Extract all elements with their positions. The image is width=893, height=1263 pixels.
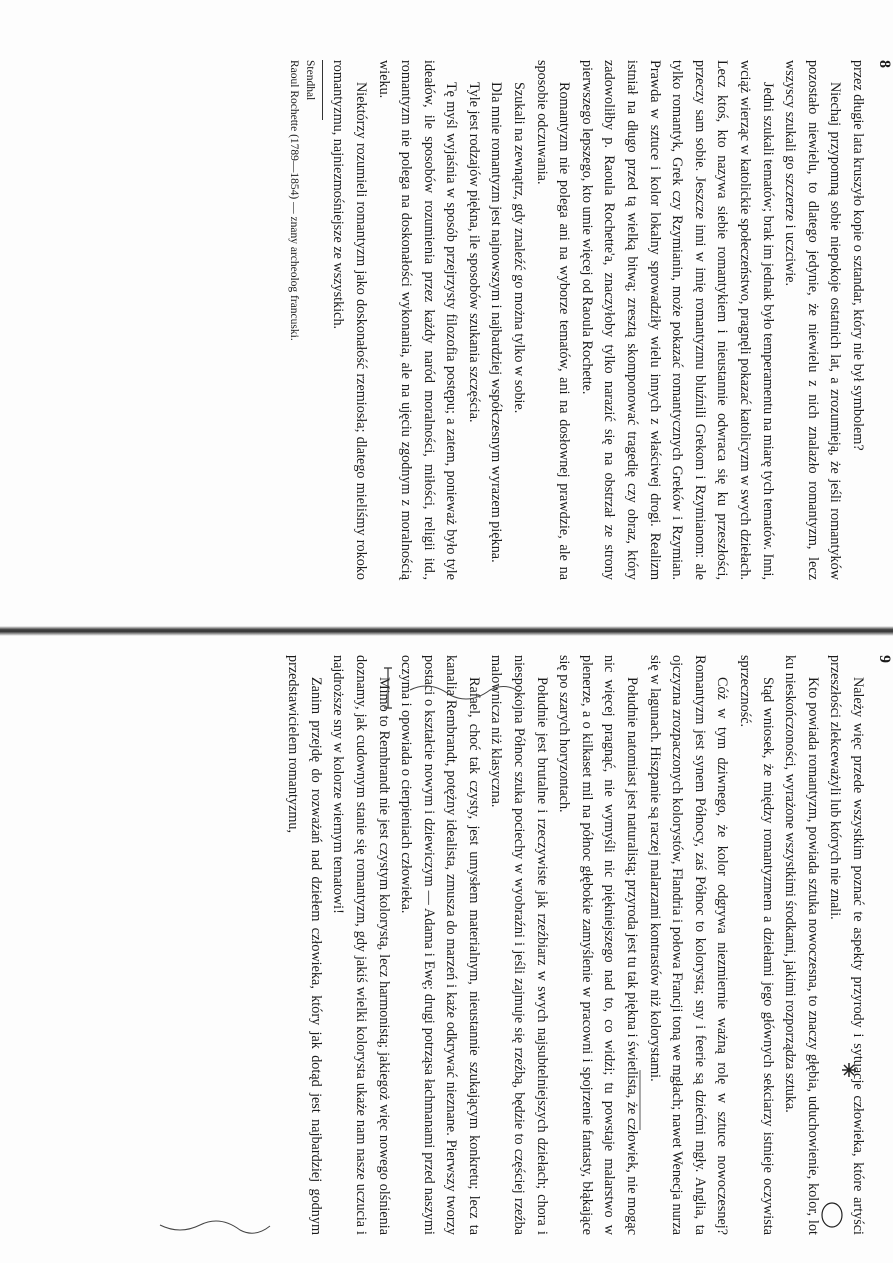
paragraph: Stąd wniosek, że między romantyzmem a dziełami jego głównych sekciarzy istnieje oczywista sprzeczność. bbox=[737, 655, 776, 1235]
paragraph: Dla mnie romantyzm jest najnowszym i najbardziej współczesnym wyrazem piękna. bbox=[488, 82, 505, 563]
signature-scribble bbox=[160, 1221, 270, 1233]
left-page bbox=[286, 60, 893, 580]
paragraph: Niektórzy rozumieli romantyzm jako doskonałość rzemiosła; dlatego mieliśmy rokoko romantyzmu, najniezmośniejsze ze wszystkich. bbox=[330, 60, 369, 580]
paragraph: Południe jest brutalne i rzeczywiste jak rzeźbiarz w swych najsubtelniejszych dziełach; chora i niespokojna Północ szuka pociechy w wyobraźni i jeśli zajmuje się rzeźbą, będzie to częściej rzeźba malownicza niż klasyczna. bbox=[488, 655, 550, 1235]
page-number-9: 9 bbox=[876, 655, 893, 663]
paragraph: Tyle jest rodzajów piękna, ile sposobów szukania szczęścia. bbox=[465, 82, 482, 423]
paragraph: przez długie lata kruszyło kopie o sztandar, który nie był symbolem? bbox=[850, 60, 866, 451]
page-number-8: 8 bbox=[876, 60, 893, 68]
paragraph: Romantyzm nie polega ani na wyborze tematów, ani na dosłownej prawdzie, ale na sposobie odczuwania. bbox=[533, 60, 573, 580]
paragraph: Kto powiada romantyzm, powiada sztuka nowoczesna, to znaczy głębia, uduchowienie, kolor, lot ku nieskończoności, wyrażone wszystkimi środkami, jakimi rozporządza sztuka. bbox=[782, 655, 821, 1235]
paragraph: Niechaj przypomną sobie niepokoje ostatnich lat, a zrozumieją, że jeśli romantyków pozostało niewielu, to dlatego jedynie, że niewielu z nich znalazło romantyzm, lecz wszyscy szukali go szczerze i uczciwie. bbox=[782, 60, 844, 580]
page-divider bbox=[0, 626, 893, 636]
paragraph: Jedni szukali tematów; brak im jednak było temperamentu na miarę tych tematów. Inni, wciąż wierząc w katolickie społeczeństwo, pragnęli pokazać katolicyzm w swych dziełach. Lecz ktoś, kto nazywa siebie romantykiem i nieustannie odwraca się ku przeszłości, przeczy sam sobie. Jeszcze inni w imię romantyzmu bluźnili Grekom i Rzymianom: ale tylko romantyk, Grek czy Rzymianin, może pokazać romantycznych Greków i Rzymian. Prawda w sztuce i kolor lokalny sprowadziły wielu innych z właściwej drogi. Realizm istniał na długo przed tą wielką bitwą; zresztą skomponować tragedię czy obraz, który zadowoliłby p. Raoula Rochette'a, znaczyłoby tylko narazić się na obstrzał ze strony pierwszego lepszego, kto umie więcej od Raoula Rochette. bbox=[578, 60, 776, 580]
paragraph: Tę myśl wyjaśnia w sposób przejrzysty filozofia postępu; a zatem, ponieważ było tyle ideałów, ile sposobów rozumienia przez każdy naród moralności, miłości, religii itd., romantyzm nie polega na doskonałości wykonania, ale na ujęciu zgodnym z moralnością wieku. bbox=[375, 60, 460, 580]
paragraph: Cóż w tym dziwnego, że kolor odgrywa niezmiernie ważną rolę w sztuce nowoczesnej? Romantyzm jest synem Północy, zaś Północ to kolorysta; sny i feerie są dziećmi mgły. Anglia, ta ojczyzna zrozpaczonych kolorystów, Flandria i połowa Francji toną we mgłach; nawet Wenecja nurza się w lagunach. Hiszpanie są raczej malarzami kontrastów niż kolorystami. bbox=[646, 655, 731, 1235]
right-page bbox=[282, 655, 893, 1235]
paragraph: Zanim przejdę do rozważań nad dziełem człowieka, który jak dotąd jest najbardziej godnym przedstawicielem romantyzmu, bbox=[285, 655, 324, 1235]
paragraph: Szukali na zewnątrz, gdy znaleźć go można tylko w sobie. bbox=[511, 82, 528, 414]
paragraph: Należy więc przede wszystkim poznać te aspekty przyrody i sytuacje człowieka, które artyści przeszłości zlekceważyli lub których nie znali. bbox=[827, 655, 866, 1235]
paragraph: Rafael, choć tak czysty, jest umysłem materialnym, nieustannie szukającym konkretu; lecz ta kanalia Rembrandt, potężny idealista, zmusza do marzeń i każe odkrywać nieznane. Pierwszy tworzy postaci o kształcie nowym i dziewiczym — Adama i Ewę; drugi potrząsa łachmanami przed naszymi oczyma i opowiada o cierpieniach człowieka. bbox=[398, 655, 482, 1235]
paragraph: Południe natomiast jest naturalistą; przyroda jest tu tak piękna i świetlista, że człowiek, nie mogąc nic więcej pragnąć, nie wymyśli nic piękniejszego nad to, co widzi; tu powstaje malarstwo w plenerze, a o kilkaset mil na północ głębokie zamyślenie w pracowni i spojrzenie fantasty, błąkające się po szarych horyzontach. bbox=[556, 655, 641, 1235]
paragraph: Mimo to Rembrandt nie jest czystym kolorystą, lecz harmonistą; jakiegoż więc nowego olśnienia doznamy, jak cudownym stanie się romantyzm, gdy jakiś wielki kolorysta ukaże nam nasze uczucia i najdroższe sny w kolorze wiernym tematowi! bbox=[330, 655, 392, 1235]
footnote: Stendhal bbox=[303, 60, 316, 101]
footnote-rule bbox=[322, 60, 323, 120]
footnote: Raoul Rochette (1789—1854) — znany archeolog francuski. bbox=[287, 60, 300, 341]
